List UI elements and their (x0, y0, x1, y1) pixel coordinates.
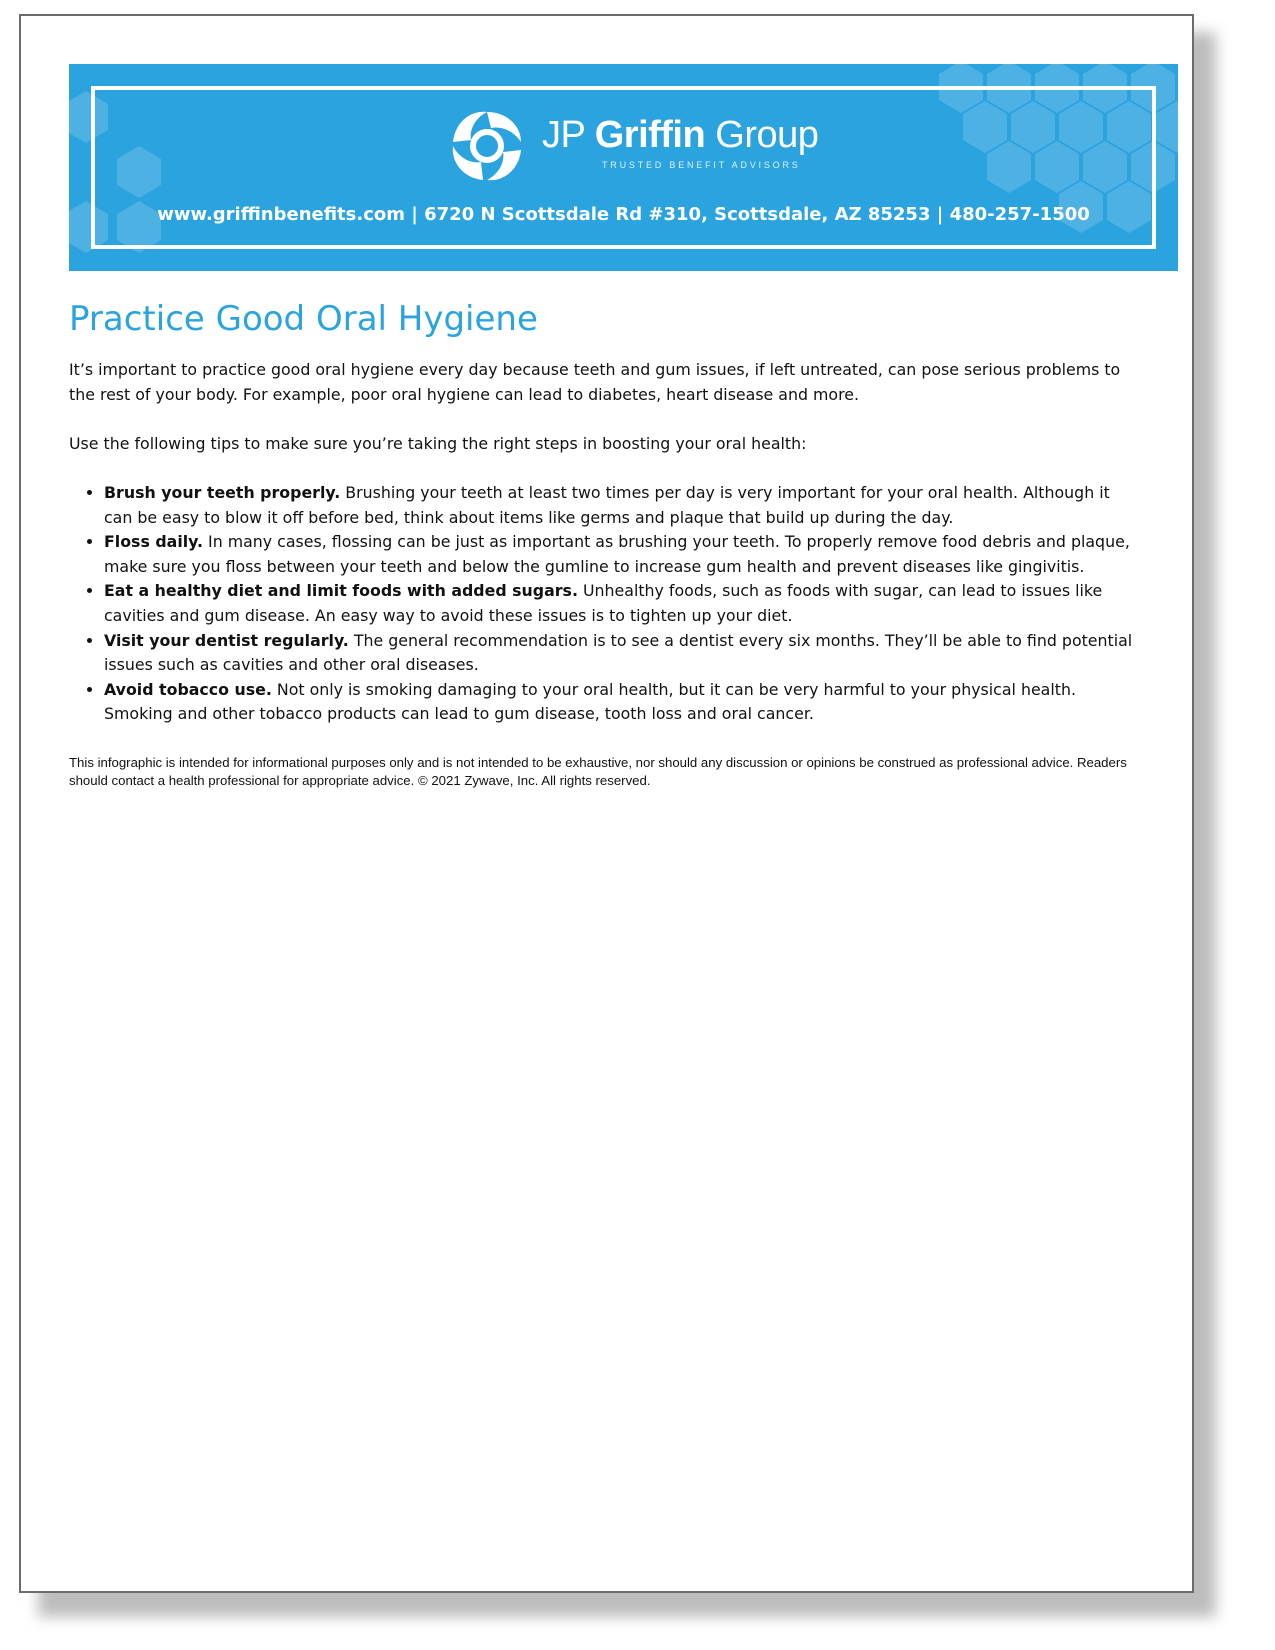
page-title: Practice Good Oral Hygiene (69, 299, 538, 339)
lead-paragraph: Use the following tips to make sure you’re taking the right steps in boosting your oral health: (69, 434, 807, 453)
list-item (104, 481, 1139, 530)
list-item (104, 530, 1139, 579)
tips-list (69, 481, 1139, 727)
list-item (104, 629, 1139, 678)
company-tagline: TRUSTED BENEFIT ADVISORS (602, 160, 801, 170)
intro-paragraph: It’s important to practice good oral hygiene every day because teeth and gum issues, if left untreated, can pose serious problems to the rest of your body. For example, poor oral hygiene can lead to diabetes, heart disease and more. (69, 360, 1121, 404)
disclaimer-footnote: This infographic is intended for informational purposes only and is not intended to be exhaustive, nor should any discussion or opinions be construed as professional advice. Readers should contact a health professional for appropriate advice. © 2021 Zywave, Inc. All rights reserved. (69, 754, 1127, 788)
tip-title: Avoid tobacco use. (104, 679, 272, 699)
document-page (19, 14, 1194, 1593)
tip-text: Unhealthy foods, such as foods with sugar, can lead to issues like cavities and gum disease. An easy way to avoid these issues is to tighten up your diet. (104, 581, 1103, 625)
tip-title: Brush your teeth properly. (104, 483, 341, 502)
company-name: JP Griffin Group (542, 114, 819, 156)
header-banner (69, 64, 1178, 271)
tip-title: Eat a healthy diet and limit foods with added sugars. (104, 581, 578, 601)
swirl-logo-icon (447, 106, 527, 186)
tip-text: Not only is smoking damaging to your oral health, but it can be very harmful to your physical health. Smoking and other tobacco products can lead to gum disease, tooth loss and oral cancer. (104, 679, 1076, 724)
company-logo (447, 102, 819, 188)
tip-text: Brushing your teeth at least two times per day is very important for your oral health. Although it can be easy to blow it off before bed, think about items like germs and plaque that build up during the day. (104, 483, 1110, 527)
tip-text: The general recommendation is to see a dentist every six months. They’ll be able to find potential issues such as cavities and other oral diseases. (104, 630, 1133, 675)
contact-info: www.griffinbenefits.com | 6720 N Scottsdale Rd #310, Scottsdale, AZ 85253 | 480-257-1500 (157, 204, 1090, 225)
list-item (104, 579, 1139, 628)
article-body (69, 299, 1139, 790)
tip-title: Visit your dentist regularly. (104, 630, 349, 650)
list-item (104, 678, 1139, 727)
tip-title: Floss daily. (104, 532, 204, 552)
tip-text: In many cases, flossing can be just as important as brushing your teeth. To properly remove food debris and plaque, make sure you floss between your teeth and below the gumline to increase gum health and prevent diseases like gingivitis. (104, 532, 1130, 576)
